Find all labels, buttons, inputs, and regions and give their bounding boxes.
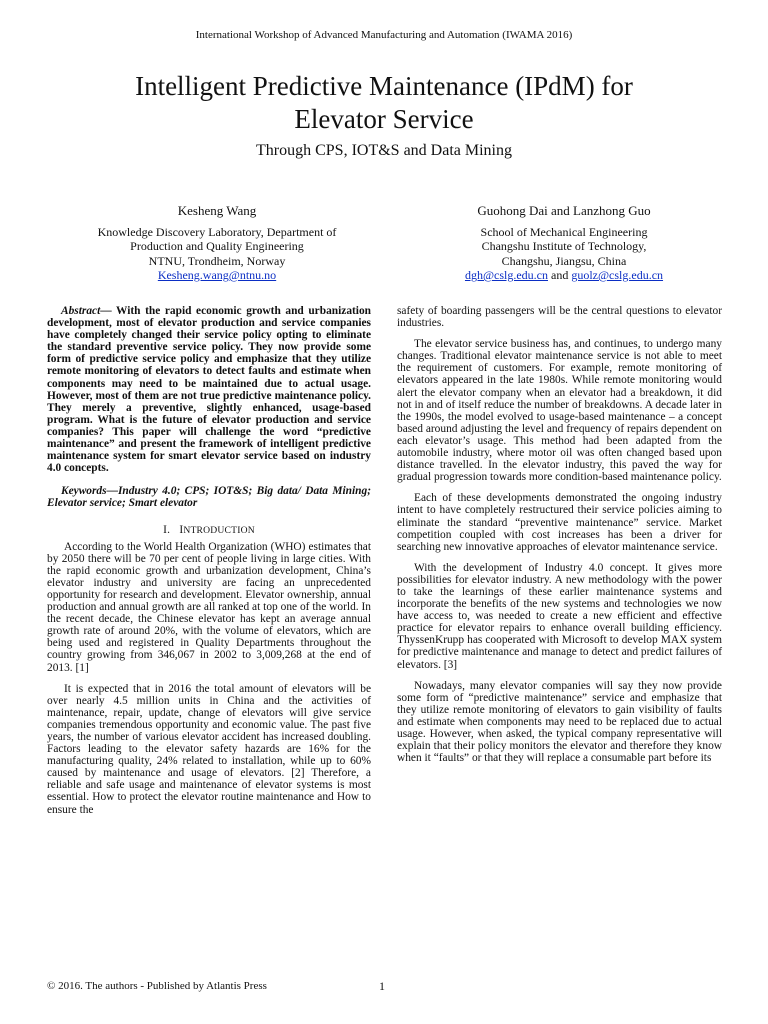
affiliation-line: School of Mechanical Engineering [480,224,648,239]
left-column [47,305,371,825]
author-name: Guohong Dai and Lanzhong Guo [477,203,651,218]
section-title-rest: NTRODUCTION [183,524,255,536]
author-email-link[interactable]: Kesheng.wang@ntnu.no [157,268,277,282]
title-line-1: Intelligent Predictive Maintenance (IPdM) for [135,71,633,101]
section-title-initial: I [179,523,184,536]
paper-subtitle: Through CPS, IOT&S and Data Mining [256,142,512,159]
abstract [47,305,371,474]
author-email-link[interactable]: dgh@cslg.edu.cn [464,268,548,282]
right-column [397,305,722,773]
affiliation-line: NTNU, Trondheim, Norway [148,253,286,268]
conference-header: International Workshop of Advanced Manufacturing and Automation (IWAMA 2016) [195,29,573,41]
paper-title [0,70,768,136]
body-paragraph: Each of these developments demonstrated the ongoing industry intent to have completely restructured their service policies aiming to eliminate the standard “preventive maintenance” service. Market competition coupled with cost increases has been a driver for searching new innovative approaches of elevator maintenance service. [397,492,722,553]
author-name: Kesheng Wang [177,203,257,218]
footer-copyright: © 2016. The authors - Published by Atlantis Press [47,980,267,992]
affiliation-line: Changshu, Jiangsu, China [501,253,627,268]
affiliation-line: Changshu Institute of Technology, [481,239,647,253]
body-paragraph: safety of boarding passengers will be the central questions to elevator industries. [397,305,722,330]
body-paragraph: According to the World Health Organization (WHO) estimates that by 2050 there will be 70 per cent of people living in large cities. With the rapid economic growth and urbanization development, China’s elevator industry and university are facing an unprecedented opportunity for research and development. Elevator ownership, annual production and annual growth are all ranked at top one of the world. In the recent decade, the Chinese elevator has kept an average annual growth rate of around 20%, with the volume of elevators, which are being used and registered in Quality Departments throughout the country growing from 346,067 in 2002 to 3,009,268 at the end of 2013. [1] [47,540,371,674]
author-block-2 [380,204,748,283]
author-email-link[interactable]: guolz@cslg.edu.cn [571,268,664,282]
affiliation-line: Knowledge Discovery Laboratory, Department of [97,224,337,239]
body-paragraph: It is expected that in 2016 the total amount of elevators will be over nearly 4.5 million units in China and the activities of maintenance, repair, update, change of elevators will give service companies tremendous opportunity and economic value. The past five years, the number of various elevator accident has increased doubling. Factors leading to the elevator safety hazards are 16% for the manufacturing quality, 24% related to installation, while up to 60% caused by maintenance and usage of elevators. [2] Therefore, a reliable and safe usage and maintenance of elevator systems is most essential. How to protect the elevator routine maintenance and How to ensure the [47,682,371,816]
author-block-1 [40,204,394,283]
affiliation-line: Production and Quality Engineering [130,239,304,253]
section-number: I. [163,523,171,536]
email-conjunction: and [548,268,572,282]
page-number: 1 [379,979,385,993]
body-paragraph: Nowadays, many elevator companies will say they now provide some form of “predictive maintenance” service and emphasize that they utilize remote monitoring of elevators to gain visibility of faults and estimate when components may need to be replaced due to actual usage. However, when asked, the typical company representative will explain that their policy monitors the elevator and therefore they know when it “faults” or that they will replace a consumable part before its [397,679,722,765]
keywords: Keywords—Industry 4.0; CPS; IOT&S; Big data/ Data Mining; Elevator service; Smart elevator [47,485,371,510]
title-line-2: Elevator Service [294,104,474,134]
body-paragraph: The elevator service business has, and continues, to undergo many changes. Traditional elevator maintenance service is not able to meet the requirement of customers. For example, remote monitoring of elevators appeared in the late 1980s. While remote monitoring would alert the elevator company when an elevator had a breakdown, it did not in and of itself reduce the number of breakdowns. A decade later in the 1990s, the model evolved to usage-based maintenance – a concept based around adjusting the level and frequency of repairs dependent on each elevator’s usage. This method had been adapted from the automobile industry, where motor oil was often changed based upon distance travelled. In the elevator industry, this paved the way for gradual progression towards more condition-based maintenance policy. [397,338,722,484]
abstract-text: — With the rapid economic growth and urbanization development, most of elevator production and service companies have completely changed their service policy opting to eliminate the standard preventive service policy. They now provide some form of predictive service policy and emphasize that they utilize remote monitoring of elevators to detect faults and estimate when components may need to be maintained due to actual usage. However, most of them are not true predictive maintenance policy. They merely a preventive, slightly enhanced, usage-based program. What is the future of elevator production and service companies? This paper will challenge the word “predictive maintenance” and present the framework of intelligent predictive maintenance system for smart elevator service based on industry 4.0 concepts. [47,305,371,475]
abstract-label: Abstract [61,305,101,317]
body-paragraph: With the development of Industry 4.0 concept. It gives more possibilities for elevator industry. A new methodology with the power to take the learnings of these earlier maintenance systems and incorporate the benefits of the new systems and technologies we now have access to, was needed to create a new efficient and effective practice for elevator repairs to enhance overall building efficiency. ThyssenKrupp has cooperated with Microsoft to develop MAX system for predictive maintenance and manage to detect and predict failures of elevators. [3] [397,561,722,671]
section-heading [47,524,371,537]
